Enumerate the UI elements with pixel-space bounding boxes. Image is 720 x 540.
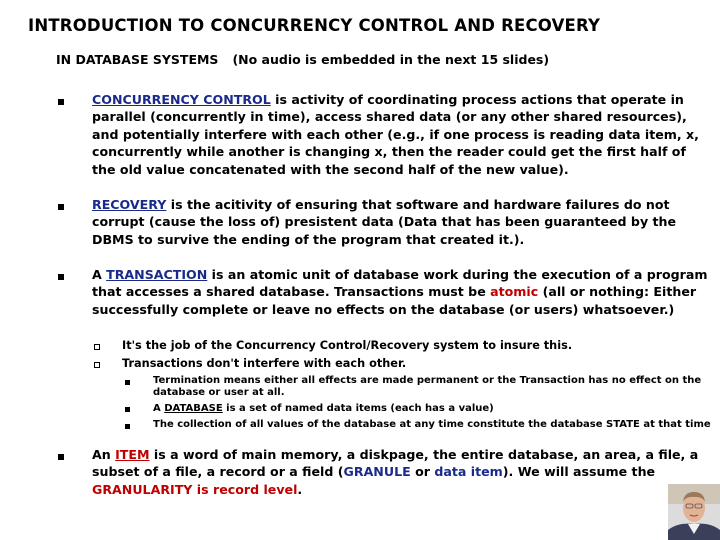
- concurrency-control-term: CONCURRENCY CONTROL: [92, 92, 271, 107]
- slide-title: INTRODUCTION TO CONCURRENCY CONTROL AND RECOVERY: [28, 16, 601, 35]
- granule-term: GRANULE: [343, 464, 411, 480]
- sub-bullet-1: It's the job of the Concurrency Control/Recovery system to insure this.: [122, 339, 573, 352]
- sub-bullet-marker: [94, 362, 100, 368]
- bullet-marker: [58, 274, 64, 280]
- presenter-photo-icon: [668, 484, 720, 540]
- bullet-transaction: A TRANSACTION is an atomic unit of database work during the execution of a program that accesses a shared database. Transactions must be atomic (all or nothing: Either successfully complete or leave no effects on the database (or users) whatsoever.): [92, 267, 708, 317]
- subtitle-left: IN DATABASE SYSTEMS: [56, 52, 219, 67]
- bullet-concurrency-control: CONCURRENCY CONTROL is activity of coordinating process actions that operate in parallel (concurrently in time), access shared data (or any other shared resources), and potentially interfere with each other (e.g., if one process is reading data item, x, concurrently while another is changing x, then the reader could get the first half of the old value concatenated with the second half of the new value).: [92, 92, 699, 177]
- person-photo-icon: [668, 484, 720, 540]
- recovery-term: RECOVERY: [92, 197, 167, 212]
- bullet-recovery: RECOVERY is the acitivity of ensuring that software and hardware failures do not corrupt (cause the loss of) presistent data (Data that has been guaranteed by the DBMS to survive the ending of the program that created it.).: [92, 197, 677, 247]
- slide-subtitle: [56, 52, 549, 67]
- audio-note: (No audio is embedded in the next 15 slides): [232, 52, 550, 67]
- bullet-marker: [58, 454, 64, 460]
- bullet-marker: [58, 99, 64, 105]
- sub-bullet-2: Transactions don't interfere with each other.: [122, 357, 407, 370]
- granularity-highlight: GRANULARITY is record level: [92, 481, 298, 497]
- transaction-term: TRANSACTION: [106, 267, 208, 282]
- sub-bullet-marker: [94, 344, 100, 350]
- subsub-bullet-marker: [125, 424, 130, 429]
- subsub-bullet-termination: Termination means either all effects are made permanent or the Transaction has no effect on the database or user at all.: [153, 375, 702, 398]
- subsub-bullet-state: The collection of all values of the database at any time constitute the database STATE at that time: [153, 419, 711, 430]
- bullet-item: An ITEM is a word of main memory, a diskpage, the entire database, an area, a file, a subset of a file, a record or a field (GRANULE or data item). We will assume the GRANULARITY is record level.: [92, 447, 699, 497]
- atomic-highlight: atomic: [490, 284, 539, 300]
- bullet-marker: [58, 204, 64, 210]
- data-item-term: data item: [434, 464, 503, 480]
- subsub-bullet-marker: [125, 407, 130, 412]
- item-term: ITEM: [115, 447, 150, 462]
- subsub-bullet-database: A DATABASE is a set of named data items (each has a value): [153, 403, 494, 414]
- database-term: DATABASE: [164, 403, 223, 414]
- subsub-bullet-marker: [125, 380, 130, 385]
